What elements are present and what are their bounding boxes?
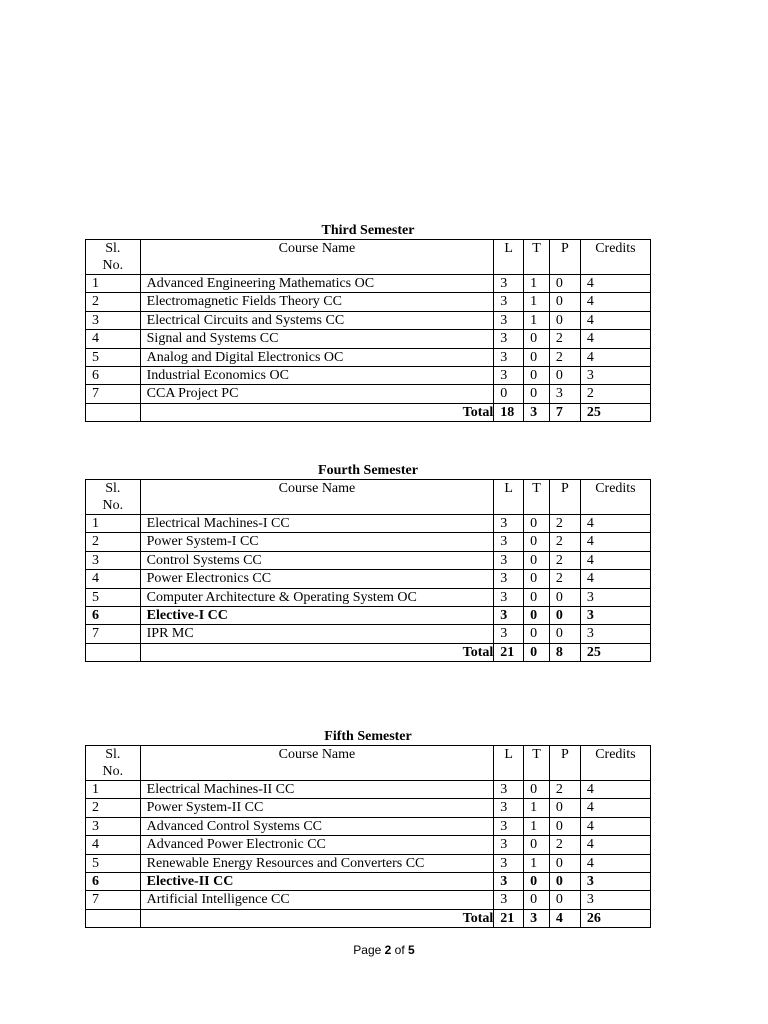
table-header-row [86,480,651,515]
semester-title: Fourth Semester [318,463,418,478]
course-table [85,239,651,422]
total-credits-cell: 26 [580,909,650,927]
practical-hours-cell: 0 [549,293,580,311]
practical-hours-cell: 0 [549,854,580,872]
course-table [85,479,651,662]
credits-cell: 3 [580,366,650,384]
sl-cell: 5 [86,348,141,366]
table-body [86,781,651,928]
course-table [85,745,651,928]
sl-no-header [86,240,141,275]
course-name-header: Course Name [140,480,494,515]
tutorial-hours-cell: 0 [524,366,550,384]
course-name-cell: Advanced Power Electronic CC [140,836,494,854]
course-name-cell: Elective-II CC [140,872,494,890]
p-header: P [549,746,580,781]
credits-cell: 4 [580,817,650,835]
lecture-hours-cell: 3 [494,293,524,311]
lecture-hours-cell: 3 [494,515,524,533]
sl-header-label: Sl. [105,481,121,496]
credits-cell: 3 [580,625,650,643]
credits-cell: 4 [580,293,650,311]
total-row [86,643,651,661]
table-row [86,311,651,329]
table-row [86,781,651,799]
credits-cell: 4 [580,781,650,799]
course-name-header: Course Name [140,746,494,781]
table-row [86,570,651,588]
total-label: Total [140,643,494,661]
course-name-cell: Artificial Intelligence CC [140,891,494,909]
table-header-row [86,240,651,275]
lecture-hours-cell: 3 [494,891,524,909]
total-row [86,403,651,421]
practical-hours-cell: 2 [549,330,580,348]
credits-cell: 4 [580,799,650,817]
course-name-cell: Electromagnetic Fields Theory CC [140,293,494,311]
lecture-hours-cell: 0 [494,385,524,403]
course-name-cell: Control Systems CC [140,551,494,569]
total-lecture-cell: 21 [494,643,524,661]
credits-cell: 4 [580,330,650,348]
p-header: P [549,480,580,515]
practical-hours-cell: 0 [549,311,580,329]
total-lecture-cell: 18 [494,403,524,421]
practical-hours-cell: 0 [549,588,580,606]
sl-cell: 2 [86,533,141,551]
table-row [86,275,651,293]
total-credits-cell: 25 [580,643,650,661]
lecture-hours-cell: 3 [494,275,524,293]
total-label: Total [140,403,494,421]
total-empty-cell [86,643,141,661]
tutorial-hours-cell: 0 [524,606,550,624]
tutorial-hours-cell: 1 [524,293,550,311]
credits-cell: 4 [580,348,650,366]
l-header: L [494,240,524,275]
tutorial-hours-cell: 1 [524,817,550,835]
course-name-cell: Electrical Machines-I CC [140,515,494,533]
credits-cell: 3 [580,606,650,624]
table-header-row [86,746,651,781]
tutorial-hours-cell: 0 [524,348,550,366]
practical-hours-cell: 2 [549,781,580,799]
total-practical-cell: 7 [549,403,580,421]
total-row [86,909,651,927]
credits-header: Credits [580,480,650,515]
practical-hours-cell: 0 [549,366,580,384]
table-row [86,551,651,569]
practical-hours-cell: 0 [549,625,580,643]
table-row [86,854,651,872]
table-row [86,836,651,854]
tutorial-hours-cell: 0 [524,781,550,799]
practical-hours-cell: 2 [549,836,580,854]
total-tutorial-cell: 0 [524,643,550,661]
sl-cell: 7 [86,385,141,403]
lecture-hours-cell: 3 [494,533,524,551]
credits-header: Credits [580,746,650,781]
practical-hours-cell: 2 [549,533,580,551]
sl-cell: 3 [86,311,141,329]
lecture-hours-cell: 3 [494,836,524,854]
course-name-cell: Elective-I CC [140,606,494,624]
tutorial-hours-cell: 0 [524,872,550,890]
tutorial-hours-cell: 1 [524,275,550,293]
sl-cell: 5 [86,854,141,872]
table-body [86,275,651,422]
course-name-cell: CCA Project PC [140,385,494,403]
practical-hours-cell: 0 [549,872,580,890]
tutorial-hours-cell: 0 [524,533,550,551]
sl-cell: 2 [86,799,141,817]
sl-cell: 1 [86,275,141,293]
current-page-number: 2 [384,943,392,957]
table-row [86,515,651,533]
course-name-cell: Electrical Machines-II CC [140,781,494,799]
sl-cell: 6 [86,872,141,890]
tutorial-hours-cell: 1 [524,854,550,872]
no-header-label: No. [102,498,124,513]
total-practical-cell: 8 [549,643,580,661]
sl-cell: 7 [86,891,141,909]
practical-hours-cell: 3 [549,385,580,403]
lecture-hours-cell: 3 [494,854,524,872]
credits-cell: 4 [580,570,650,588]
lecture-hours-cell: 3 [494,311,524,329]
credits-cell: 4 [580,515,650,533]
credits-cell: 3 [580,891,650,909]
table-row [86,293,651,311]
total-label: Total [140,909,494,927]
lecture-hours-cell: 3 [494,570,524,588]
tutorial-hours-cell: 0 [524,551,550,569]
tutorial-hours-cell: 0 [524,891,550,909]
table-row [86,348,651,366]
t-header: T [524,746,550,781]
credits-cell: 4 [580,836,650,854]
course-name-cell: IPR MC [140,625,494,643]
lecture-hours-cell: 3 [494,625,524,643]
lecture-hours-cell: 3 [494,606,524,624]
credits-header: Credits [580,240,650,275]
total-lecture-cell: 21 [494,909,524,927]
table-row [86,533,651,551]
practical-hours-cell: 0 [549,275,580,293]
total-empty-cell [86,909,141,927]
table-body [86,515,651,662]
total-tutorial-cell: 3 [524,909,550,927]
credits-cell: 4 [580,551,650,569]
table-row [86,606,651,624]
total-page-count: 5 [408,943,415,957]
sl-no-header [86,746,141,781]
course-name-cell: Signal and Systems CC [140,330,494,348]
sl-header-label: Sl. [105,241,121,256]
sl-cell: 7 [86,625,141,643]
semester-block-fifth [85,729,651,928]
total-credits-cell: 25 [580,403,650,421]
course-name-cell: Advanced Engineering Mathematics OC [140,275,494,293]
tutorial-hours-cell: 0 [524,588,550,606]
sl-cell: 3 [86,817,141,835]
total-practical-cell: 4 [549,909,580,927]
tutorial-hours-cell: 0 [524,625,550,643]
practical-hours-cell: 0 [549,799,580,817]
lecture-hours-cell: 3 [494,330,524,348]
table-row [86,799,651,817]
table-row [86,330,651,348]
t-header: T [524,480,550,515]
table-row [86,817,651,835]
tutorial-hours-cell: 0 [524,515,550,533]
sl-no-header [86,480,141,515]
total-tutorial-cell: 3 [524,403,550,421]
course-name-cell: Renewable Energy Resources and Converters CC [140,854,494,872]
semester-title: Fifth Semester [324,729,412,744]
table-row [86,872,651,890]
practical-hours-cell: 2 [549,551,580,569]
lecture-hours-cell: 3 [494,588,524,606]
course-name-header: Course Name [140,240,494,275]
no-header-label: No. [102,258,124,273]
no-header-label: No. [102,764,124,779]
sl-cell: 6 [86,606,141,624]
semester-block-fourth [85,463,651,662]
l-header: L [494,480,524,515]
tutorial-hours-cell: 0 [524,836,550,854]
lecture-hours-cell: 3 [494,348,524,366]
sl-cell: 6 [86,366,141,384]
practical-hours-cell: 2 [549,348,580,366]
credits-cell: 4 [580,275,650,293]
sl-cell: 4 [86,836,141,854]
sl-header-label: Sl. [105,747,121,762]
table-row [86,891,651,909]
page-label-middle: of [391,943,409,957]
l-header: L [494,746,524,781]
course-name-cell: Computer Architecture & Operating System OC [140,588,494,606]
tutorial-hours-cell: 0 [524,330,550,348]
table-row [86,625,651,643]
course-name-cell: Advanced Control Systems CC [140,817,494,835]
course-name-cell: Electrical Circuits and Systems CC [140,311,494,329]
sl-cell: 5 [86,588,141,606]
course-name-cell: Analog and Digital Electronics OC [140,348,494,366]
sl-cell: 3 [86,551,141,569]
practical-hours-cell: 2 [549,570,580,588]
credits-cell: 2 [580,385,650,403]
credits-cell: 3 [580,588,650,606]
sl-cell: 4 [86,570,141,588]
lecture-hours-cell: 3 [494,817,524,835]
tutorial-hours-cell: 1 [524,799,550,817]
lecture-hours-cell: 3 [494,366,524,384]
semester-block-third [85,223,651,422]
course-name-cell: Power System-I CC [140,533,494,551]
table-row [86,366,651,384]
practical-hours-cell: 0 [549,891,580,909]
semester-title: Third Semester [321,223,415,238]
practical-hours-cell: 0 [549,606,580,624]
tutorial-hours-cell: 0 [524,385,550,403]
p-header: P [549,240,580,275]
sl-cell: 4 [86,330,141,348]
tutorial-hours-cell: 0 [524,570,550,588]
lecture-hours-cell: 3 [494,872,524,890]
course-name-cell: Power System-II CC [140,799,494,817]
t-header: T [524,240,550,275]
total-empty-cell [86,403,141,421]
lecture-hours-cell: 3 [494,781,524,799]
lecture-hours-cell: 3 [494,551,524,569]
sl-cell: 1 [86,781,141,799]
lecture-hours-cell: 3 [494,799,524,817]
course-name-cell: Power Electronics CC [140,570,494,588]
credits-cell: 4 [580,311,650,329]
page-footer [0,943,768,957]
page-label-prefix: Page [353,943,385,957]
tutorial-hours-cell: 1 [524,311,550,329]
credits-cell: 4 [580,533,650,551]
credits-cell: 4 [580,854,650,872]
sl-cell: 2 [86,293,141,311]
course-name-cell: Industrial Economics OC [140,366,494,384]
credits-cell: 3 [580,872,650,890]
table-row [86,385,651,403]
table-row [86,588,651,606]
sl-cell: 1 [86,515,141,533]
practical-hours-cell: 0 [549,817,580,835]
practical-hours-cell: 2 [549,515,580,533]
